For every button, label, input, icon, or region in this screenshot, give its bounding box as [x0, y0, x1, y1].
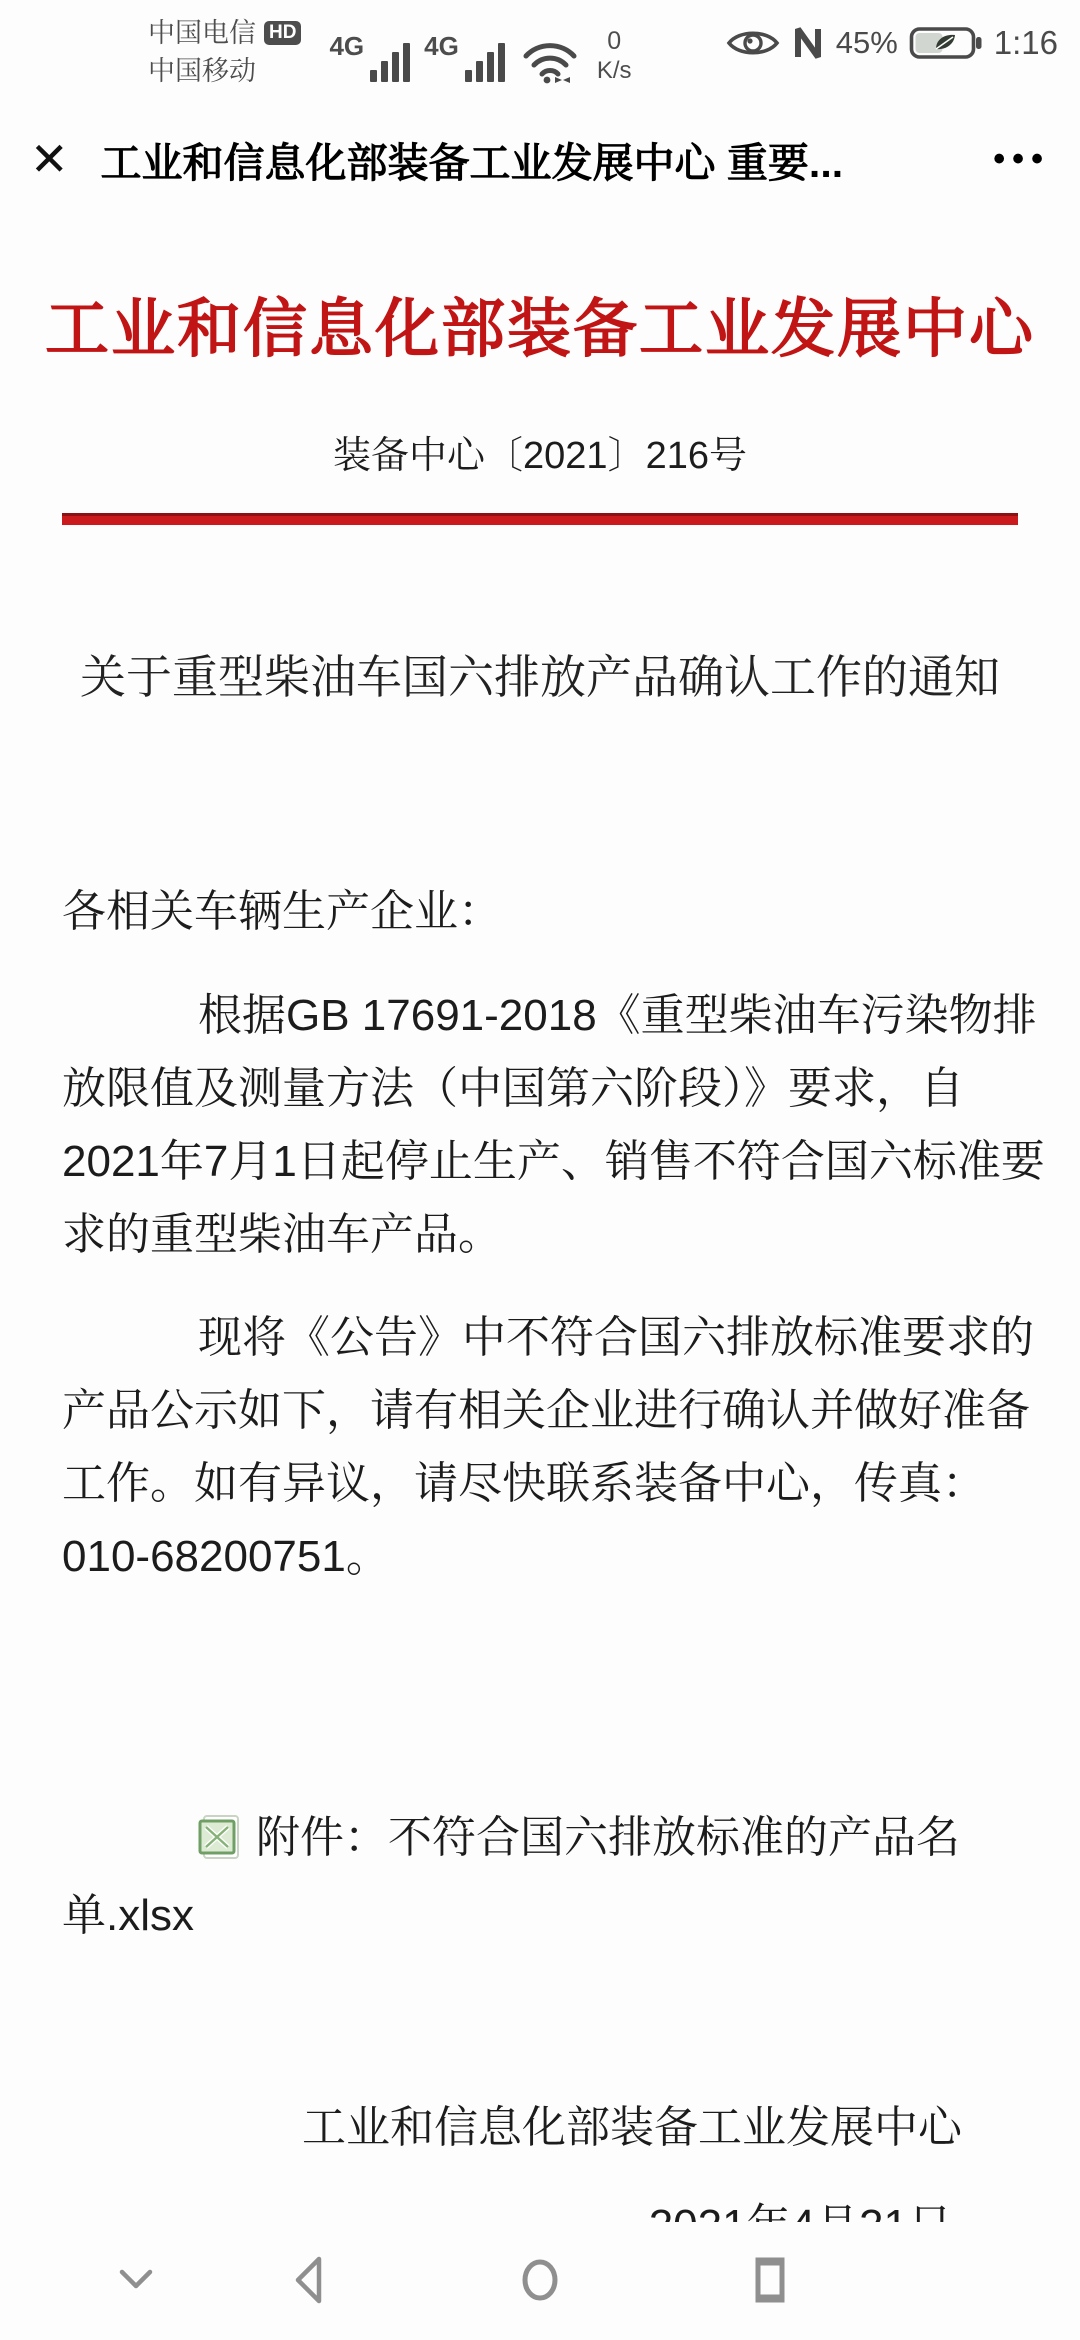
text-line: 现将《公告》中不符合国六排放标准要求的 — [198, 1313, 1034, 1362]
eye-comfort-icon — [726, 25, 780, 61]
recents-icon[interactable] — [746, 2254, 794, 2306]
attachment-link[interactable] — [62, 1799, 1018, 1955]
battery-icon — [909, 24, 983, 62]
title-bar — [0, 104, 1080, 214]
text-line: 根据GB 17691-2018《重型柴油车污染物排 — [198, 991, 1037, 1040]
signature-organization: 工业和信息化部装备工业发展中心 — [302, 2103, 962, 2152]
attachment-text-line1: 附件：不符合国六排放标准的产品名 — [256, 1813, 960, 1862]
red-divider — [62, 513, 1018, 525]
signal-bars-icon-1 — [370, 42, 414, 82]
carrier-primary-label: 中国电信 — [148, 18, 256, 48]
navigation-bar — [0, 2222, 1080, 2340]
notice-body — [62, 875, 1045, 2251]
text-line: 工作。如有异议，请尽快联系装备中心，传真： — [62, 1459, 986, 1508]
speed-unit: K/s — [596, 57, 632, 84]
text-line: 放限值及测量方法（中国第六阶段）》要求，自 — [62, 1064, 964, 1113]
battery-percent-label: 45% — [835, 25, 898, 60]
text-line: 产品公示如下，请有相关企业进行确认并做好准备 — [62, 1386, 1030, 1435]
signal-group — [319, 14, 631, 88]
back-icon[interactable] — [286, 2254, 334, 2306]
document-number: 装备中心〔2021〕216号 — [333, 435, 747, 477]
wifi-icon — [521, 38, 579, 84]
paragraph-2 — [62, 1301, 1034, 1593]
hd-voice-icon: HD — [264, 21, 301, 45]
status-bar — [0, 0, 1080, 104]
text-line: 010-68200751。 — [62, 1532, 390, 1581]
article-content — [0, 278, 1080, 2251]
text-line: 求的重型柴油车产品。 — [62, 1210, 502, 1259]
salutation: 各相关车辆生产企业： — [62, 887, 502, 936]
notice-title: 关于重型柴油车国六排放产品确认工作的通知 — [80, 651, 1000, 703]
signal-bars-icon-2 — [465, 42, 509, 82]
close-icon[interactable]: ✕ — [30, 133, 69, 185]
clock-label: 1:16 — [993, 24, 1058, 61]
page-title: 工业和信息化部装备工业发展中心 重要... — [100, 139, 844, 186]
text-line: 2021年7月1日起停止生产、销售不符合国六标准要 — [62, 1137, 1045, 1186]
attachment-text-line2: 单.xlsx — [62, 1891, 194, 1940]
nfc-icon — [791, 25, 825, 61]
network-type-label-1: 4G — [329, 31, 365, 61]
status-bar-right — [726, 24, 1058, 62]
home-icon[interactable] — [516, 2254, 564, 2306]
paragraph-1 — [62, 979, 1045, 1271]
network-speed — [597, 26, 632, 86]
status-bar-left — [148, 14, 632, 90]
carrier-labels — [148, 14, 301, 90]
network-type-label-2: 4G — [424, 31, 459, 61]
speed-value: 0 — [607, 27, 622, 55]
more-menu-icon[interactable]: ••• — [993, 139, 1050, 178]
excel-file-icon — [198, 1814, 242, 1862]
carrier-secondary-label: 中国移动 — [148, 56, 256, 86]
chevron-down-icon[interactable] — [112, 2254, 160, 2306]
letterhead-title: 工业和信息化部装备工业发展中心 — [45, 294, 1035, 365]
